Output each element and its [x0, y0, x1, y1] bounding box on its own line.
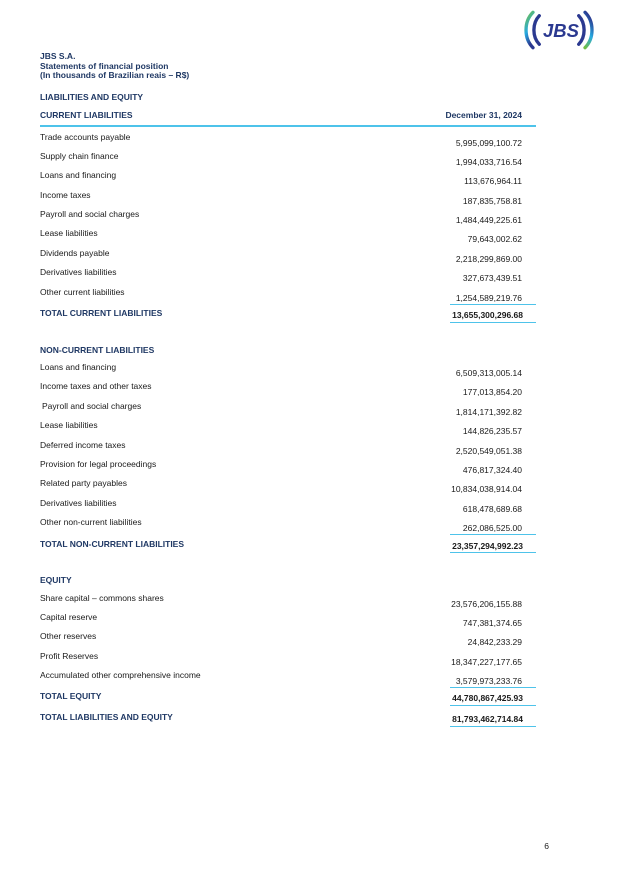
table-row [40, 514, 536, 533]
row-label: Lease liabilities [40, 228, 98, 239]
row-value: 1,814,171,392.82 [455, 406, 522, 417]
table-row [40, 456, 536, 475]
row-label: Dividends payable [40, 247, 110, 258]
row-value: 2,218,299,869.00 [455, 253, 522, 264]
row-value: 3,579,973,233.76 [450, 676, 536, 688]
section-header-equity: EQUITY [40, 575, 72, 586]
row-value: 23,576,206,155.88 [451, 598, 522, 609]
date-column-header: December 31, 2024 [445, 109, 522, 120]
total-label: TOTAL LIABILITIES AND EQUITY [40, 712, 173, 723]
table-header [40, 110, 536, 127]
row-label: Deferred income taxes [40, 439, 126, 450]
currency-note: (In thousands of Brazilian reais – R$) [40, 70, 190, 80]
table-row [40, 187, 536, 206]
table-row [40, 648, 536, 667]
table-row [40, 129, 536, 148]
row-value: 262,086,525.00 [450, 523, 536, 535]
row-label: Derivatives liabilities [40, 497, 117, 508]
row-label: Accumulated other comprehensive income [40, 670, 201, 681]
row-value: 2,520,549,051.38 [455, 445, 522, 456]
table-row [40, 167, 536, 186]
row-value: 476,817,324.40 [462, 464, 522, 475]
table-row [40, 475, 536, 494]
table-row [40, 225, 536, 244]
row-label: Related party payables [40, 478, 127, 489]
row-value: 187,835,758.81 [462, 195, 522, 206]
table-row [40, 264, 536, 283]
row-label: Other reserves [40, 631, 97, 642]
row-label: Other non-current liabilities [40, 517, 142, 528]
row-value: 18,347,227,177.65 [451, 656, 522, 667]
document-title: Statements of financial position [40, 60, 169, 71]
total-label: TOTAL CURRENT LIABILITIES [40, 308, 163, 319]
page-number: 6 [544, 841, 549, 851]
table-row [40, 628, 536, 647]
total-row-equity [40, 686, 536, 707]
row-value: 5,995,099,100.72 [455, 137, 522, 148]
table-row [40, 398, 536, 417]
row-label: Trade accounts payable [40, 131, 131, 142]
row-label: Share capital – commons shares [40, 592, 164, 603]
row-value: 113,676,964.11 [464, 176, 522, 187]
row-value: 6,509,313,005.14 [455, 368, 522, 379]
total-value: 23,357,294,992.23 [450, 541, 536, 554]
row-label: Income taxes and other taxes [40, 381, 152, 392]
total-row-non-current-liabilities [40, 534, 536, 555]
total-value: 81,793,462,714.84 [450, 714, 536, 727]
total-row-current-liabilities [40, 303, 536, 324]
total-value: 44,780,867,425.93 [450, 693, 536, 706]
table-row [40, 148, 536, 167]
table-row [40, 417, 536, 436]
table-row [40, 609, 536, 628]
total-value: 13,655,300,296.68 [450, 310, 536, 323]
table-row [40, 495, 536, 514]
row-label: Lease liabilities [40, 420, 98, 431]
row-value: 1,484,449,225.61 [455, 215, 522, 226]
row-label: Payroll and social charges [42, 400, 142, 411]
statement-title: LIABILITIES AND EQUITY [40, 91, 144, 102]
row-label: Profit Reserves [40, 650, 99, 661]
row-label: Derivatives liabilities [40, 267, 117, 278]
row-label: Capital reserve [40, 611, 98, 622]
row-value: 24,842,233.29 [467, 637, 522, 648]
table-row [40, 667, 536, 686]
table-row [40, 284, 536, 303]
total-row-liabilities-and-equity [40, 707, 536, 728]
row-label: Loans and financing [40, 170, 117, 181]
total-label: TOTAL EQUITY [40, 691, 102, 702]
section-header-non-current-liabilities: NON-CURRENT LIABILITIES [40, 344, 155, 355]
row-label: Provision for legal proceedings [40, 458, 157, 469]
row-label: Income taxes [40, 189, 91, 200]
row-label: Supply chain finance [40, 150, 119, 161]
table-row [40, 437, 536, 456]
row-value: 1,254,589,219.76 [450, 293, 536, 305]
table-row [40, 359, 536, 378]
row-label: Other current liabilities [40, 286, 125, 297]
table-row [40, 590, 536, 609]
row-value: 79,643,002.62 [467, 234, 522, 245]
company-name: JBS S.A. [40, 51, 76, 61]
row-value: 327,673,439.51 [462, 273, 522, 284]
table-row [40, 245, 536, 264]
document-header [40, 52, 536, 81]
row-label: Loans and financing [40, 362, 117, 373]
row-label: Payroll and social charges [40, 209, 140, 220]
jbs-logo-icon [517, 8, 601, 52]
row-value: 618,478,689.68 [462, 503, 522, 514]
section-header-current-liabilities: CURRENT LIABILITIES [40, 109, 133, 120]
row-value: 144,826,235.57 [462, 426, 522, 437]
table-row [40, 206, 536, 225]
row-value: 747,381,374.65 [462, 617, 522, 628]
table-row [40, 378, 536, 397]
row-value: 1,994,033,716.54 [455, 156, 522, 167]
jbs-logo [517, 8, 601, 52]
row-value: 10,834,038,914.04 [451, 484, 522, 495]
jbs-logo-text: JBS [543, 20, 579, 42]
total-label: TOTAL NON-CURRENT LIABILITIES [40, 538, 185, 549]
row-value: 177,013,854.20 [462, 387, 522, 398]
